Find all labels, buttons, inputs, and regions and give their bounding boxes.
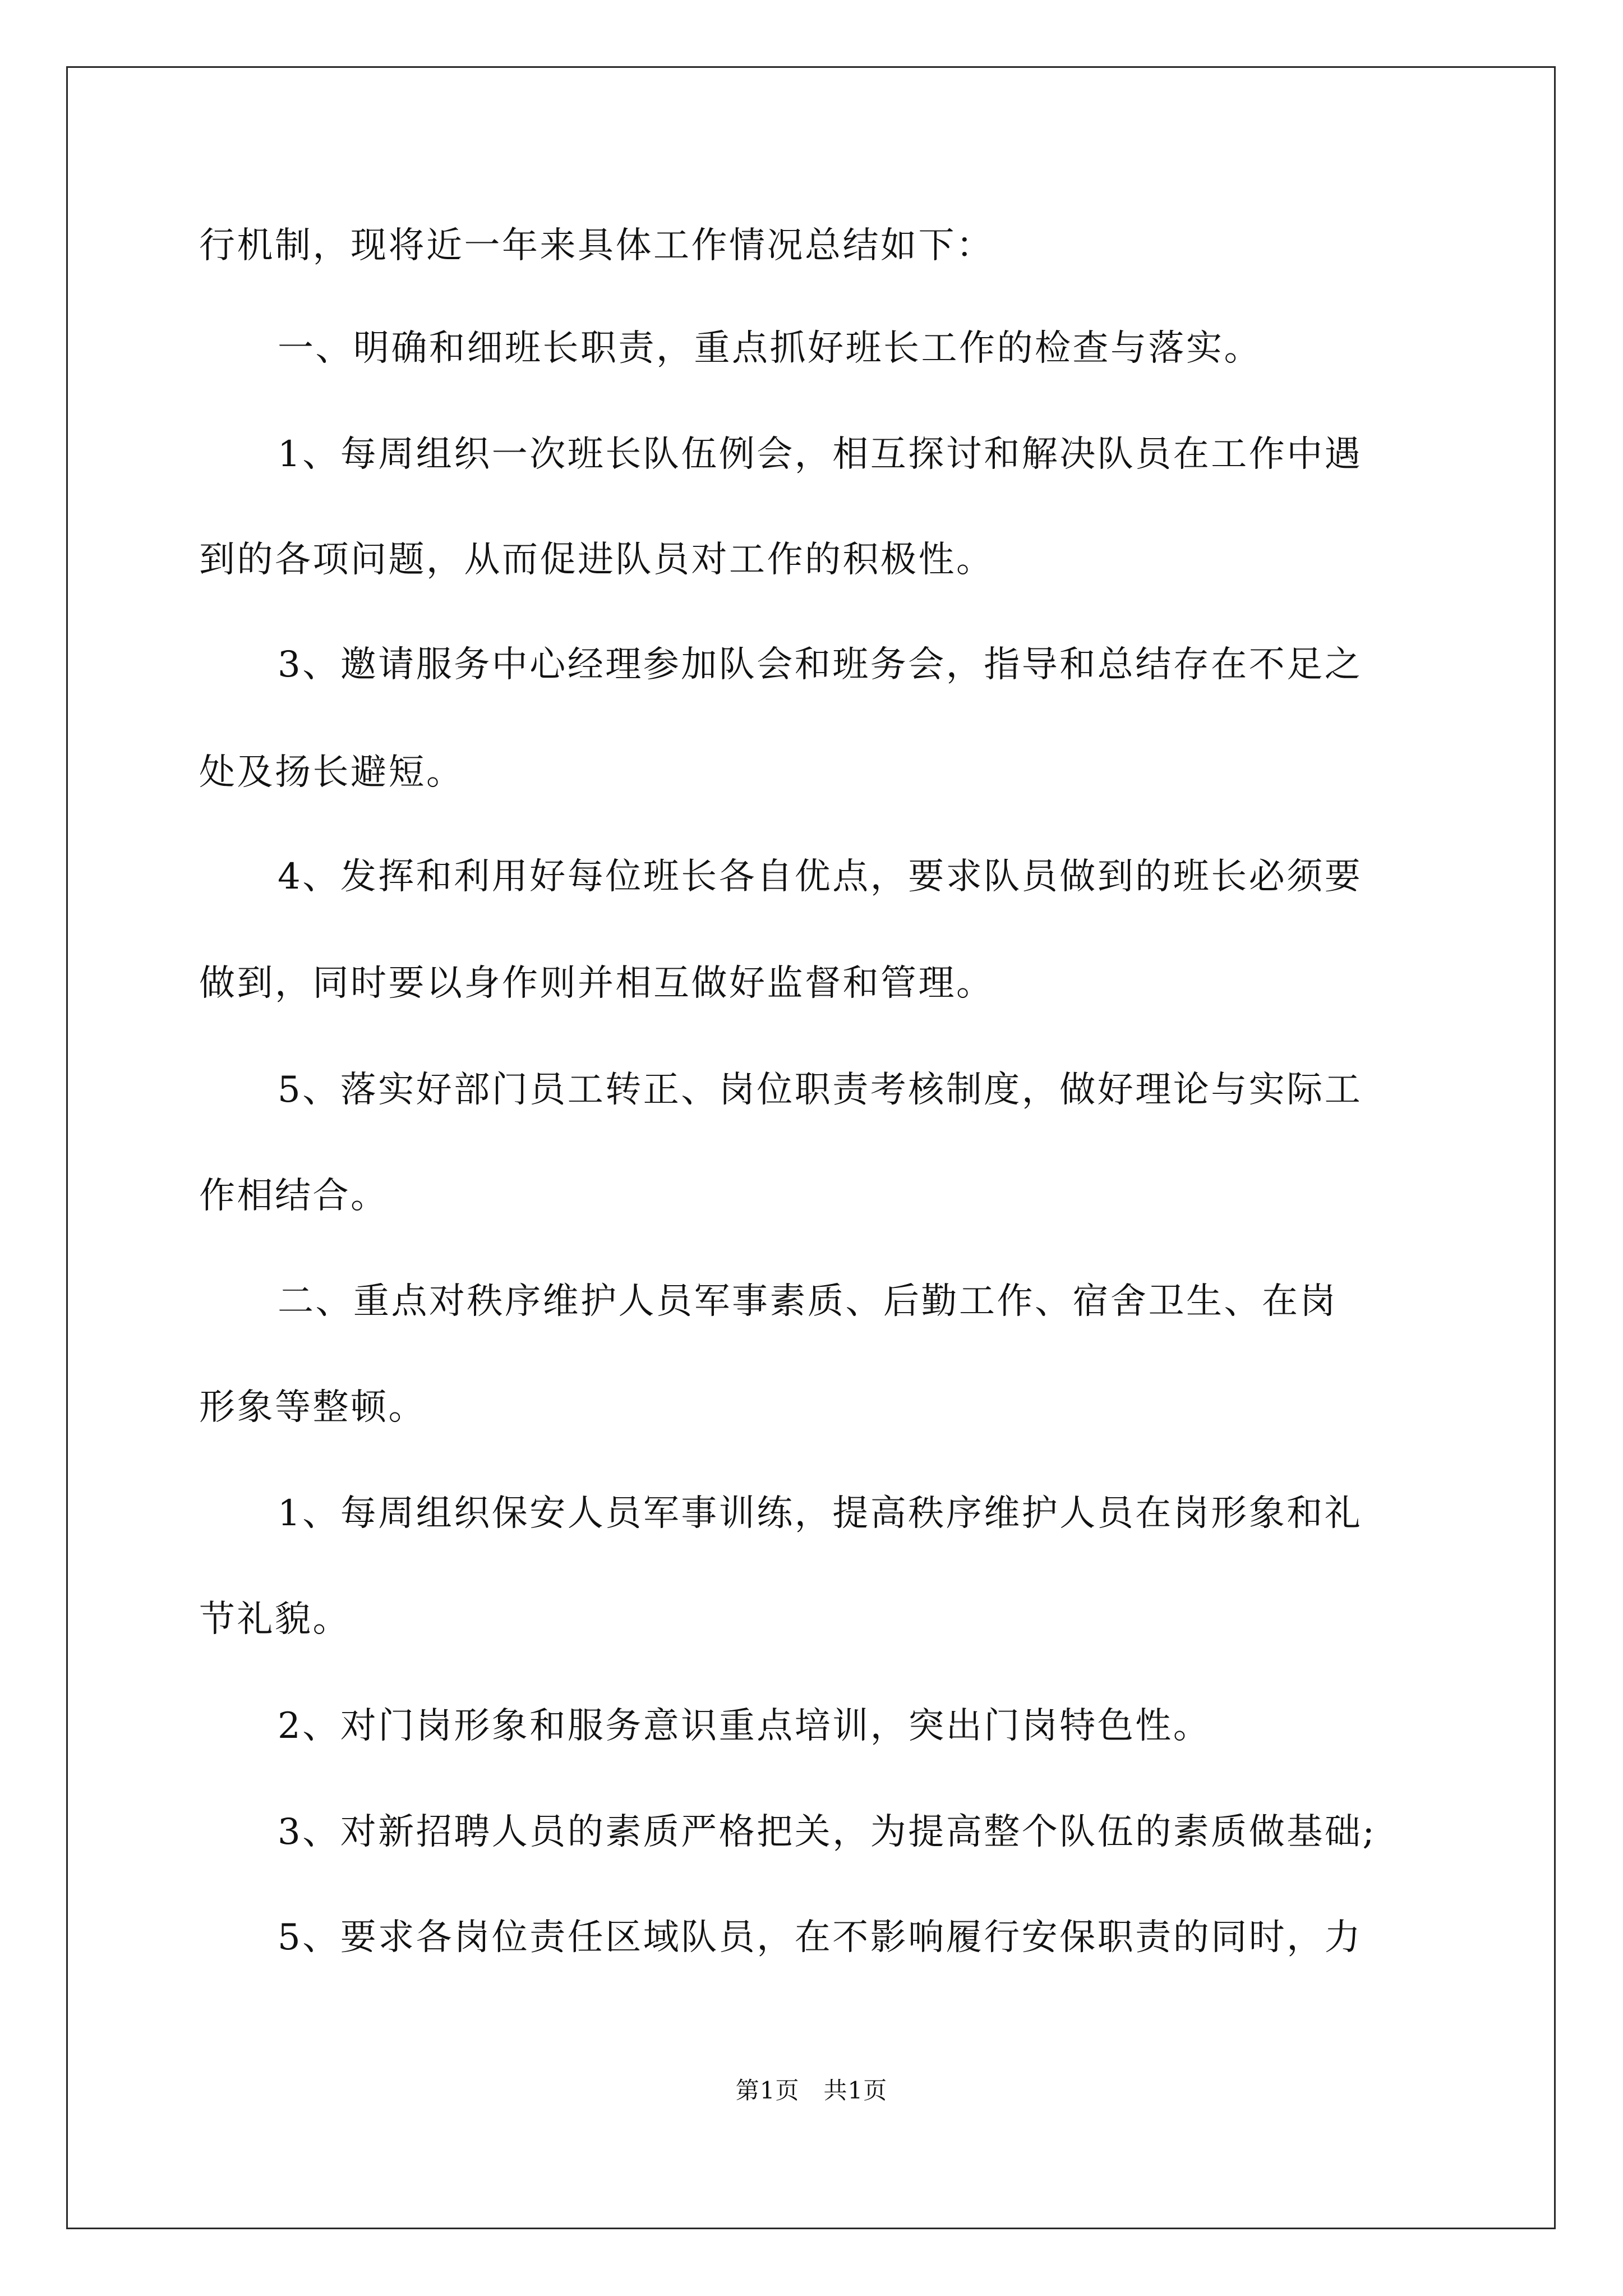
paragraph-line: 行机制，现将近一年来具体工作情况总结如下： [199, 225, 994, 266]
paragraph-line: 处及扬长避短。 [199, 752, 464, 793]
paragraph-line: 3、邀请服务中心经理参加队会和班务会，指导和总结存在不足之 [278, 644, 1363, 685]
paragraph-line: 5、要求各岗位责任区域队员，在不影响履行安保职责的同时，力 [278, 1917, 1363, 1958]
paragraph-line: 节礼貌。 [199, 1599, 351, 1640]
paragraph-line: 1、每周组织保安人员军事训练，提高秩序维护人员在岗形象和礼 [278, 1493, 1363, 1534]
paragraph-line: 做到，同时要以身作则并相互做好监督和管理。 [199, 963, 994, 1004]
paragraph-line: 到的各项问题，从而促进队员对工作的积极性。 [199, 539, 994, 581]
paragraph-line: 作相结合。 [199, 1175, 389, 1217]
paragraph-line: 形象等整顿。 [199, 1387, 426, 1428]
section-heading-2: 二、重点对秩序维护人员军事素质、后勤工作、宿舍卫生、在岗 [278, 1281, 1338, 1322]
paragraph-line: 1、每周组织一次班长队伍例会，相互探讨和解决队员在工作中遇 [278, 434, 1363, 475]
paragraph-line: 4、发挥和利用好每位班长各自优点，要求队员做到的班长必须要 [278, 856, 1363, 898]
paragraph-line: 3、对新招聘人员的素质严格把关，为提高整个队伍的素质做基础; [278, 1811, 1377, 1853]
page-footer: 第1页 共1页 [735, 2077, 888, 2104]
section-heading-1: 一、明确和细班长职责，重点抓好班长工作的检查与落实。 [278, 328, 1262, 369]
paragraph-line: 5、落实好部门员工转正、岗位职责考核制度，做好理论与实际工 [278, 1069, 1363, 1111]
paragraph-line: 2、对门岗形象和服务意识重点培训，突出门岗特色性。 [278, 1705, 1211, 1747]
page-border [66, 66, 1556, 2229]
